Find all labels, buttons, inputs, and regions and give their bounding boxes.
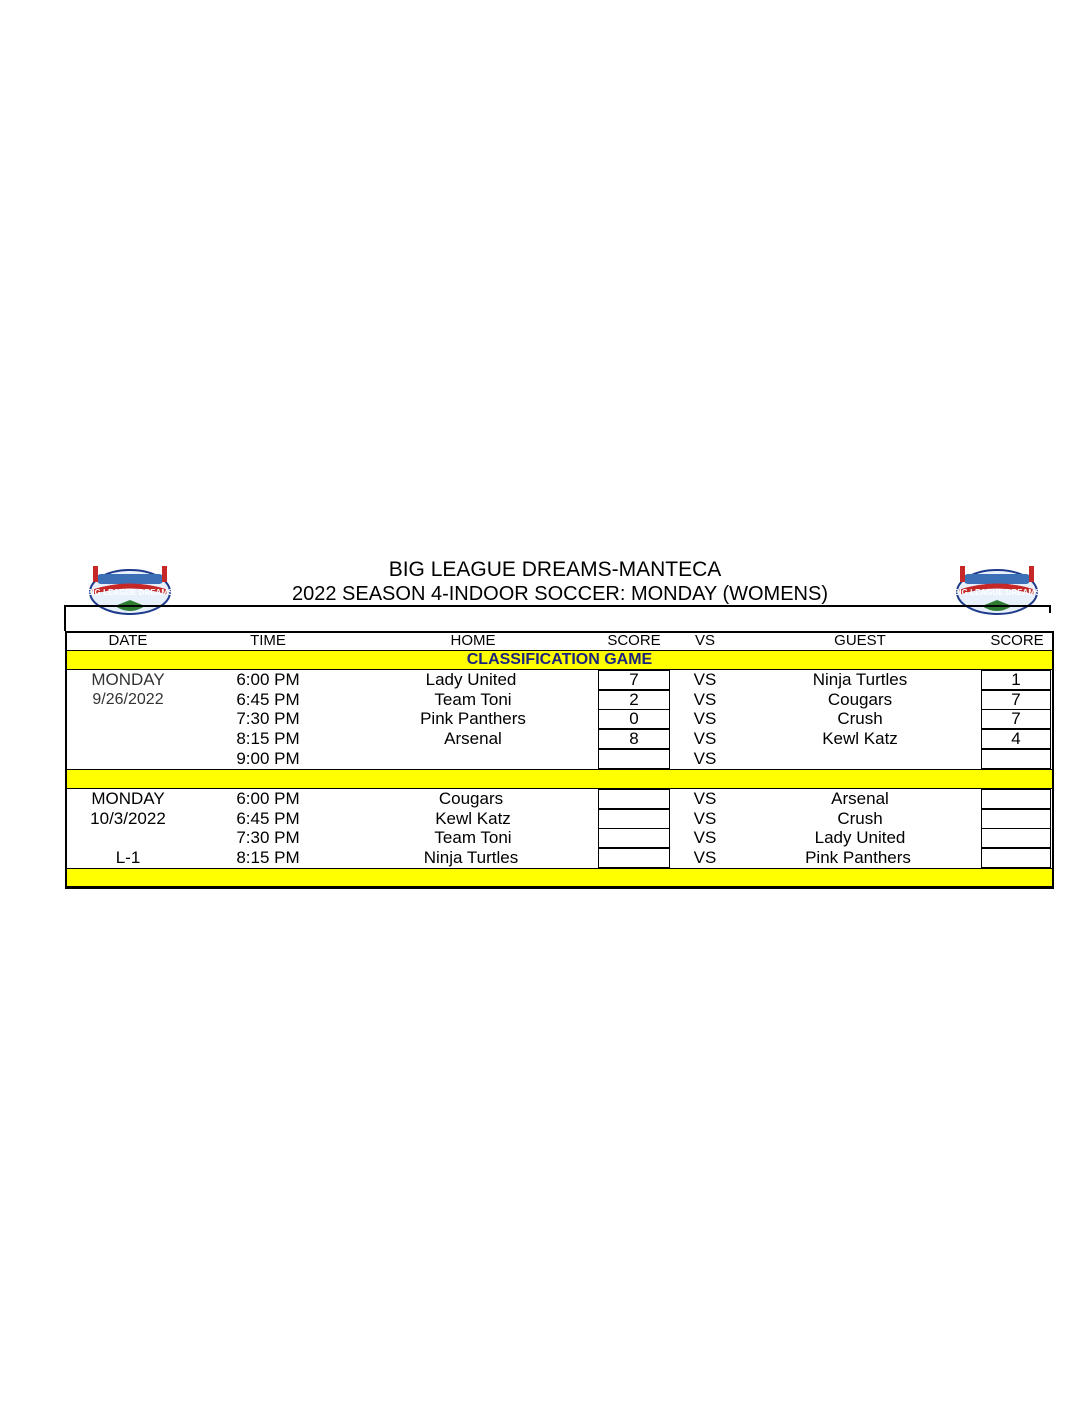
band-label: CLASSIFICATION GAME [466,651,653,668]
game-time: 9:00 PM [236,749,300,768]
home-team: Lady United [425,670,517,689]
guest-score: 1 [981,670,1051,690]
home-team: Cougars [438,789,504,808]
game-time: 6:45 PM [236,690,300,709]
footer-band [67,868,1052,887]
svg-text:BIG LEAGUE DREAMS: BIG LEAGUE DREAMS [86,588,174,597]
week1-day: MONDAY [91,670,165,689]
home-score [598,749,670,769]
home-team: Team Toni [434,690,512,709]
home-score: 8 [598,729,670,749]
game-time: 8:15 PM [236,848,300,867]
guest-score [981,828,1051,848]
guest-score [981,848,1051,868]
home-team: Arsenal [444,729,502,748]
home-score: 2 [598,690,670,710]
home-score [598,828,670,848]
column-header-guest-score: SCORE [990,632,1044,649]
home-score [598,789,670,809]
column-header-home: HOME [450,632,496,649]
home-team: Ninja Turtles [423,848,519,867]
vs-label: VS [693,729,717,748]
home-score: 7 [598,670,670,690]
home-team: Pink Panthers [420,709,526,728]
home-score [598,848,670,868]
vs-label: VS [693,749,717,768]
game-time: 6:00 PM [236,789,300,808]
guest-score: 7 [981,709,1051,729]
home-team: Kewl Katz [435,809,511,828]
guest-team: Lady United [814,828,906,847]
home-score: 0 [598,709,670,729]
guest-team: Kewl Katz [822,729,898,748]
column-header-home-score: SCORE [607,632,661,649]
guest-score [981,749,1051,769]
column-header-time: TIME [250,632,286,649]
vs-label: VS [693,690,717,709]
column-header-guest: GUEST [834,632,886,649]
guest-team: Pink Panthers [805,848,911,867]
vs-label: VS [693,709,717,728]
guest-score: 4 [981,729,1051,749]
vs-label: VS [693,789,717,808]
guest-team: Arsenal [831,789,889,808]
week2-field: L-1 [115,848,141,867]
home-team: Team Toni [434,828,512,847]
guest-team: Crush [837,809,883,828]
svg-text:BIG LEAGUE DREAMS: BIG LEAGUE DREAMS [953,588,1041,597]
guest-team: Crush [837,709,883,728]
home-score [598,809,670,829]
classification-band [67,650,1052,670]
week2-date: 10/3/2022 [90,809,166,828]
vs-label: VS [693,670,717,689]
guest-team: Cougars [827,690,893,709]
column-header-vs: VS [694,632,715,649]
game-time: 7:30 PM [236,828,300,847]
vs-label: VS [693,809,717,828]
page-title: BIG LEAGUE DREAMS-MANTECA [388,558,722,581]
vs-label: VS [693,848,717,867]
guest-score [981,809,1051,829]
guest-team: Ninja Turtles [812,670,908,689]
game-time: 7:30 PM [236,709,300,728]
guest-score: 7 [981,690,1051,710]
guest-score [981,789,1051,809]
week2-day: MONDAY [91,789,165,808]
header-divider [64,605,1051,631]
separator-band [67,769,1052,789]
column-header-date: DATE [108,632,148,649]
game-time: 8:15 PM [236,729,300,748]
game-time: 6:45 PM [236,809,300,828]
game-time: 6:00 PM [236,670,300,689]
page-subtitle: 2022 SEASON 4-INDOOR SOCCER: MONDAY (WOMENS) [291,583,828,605]
vs-label: VS [693,828,717,847]
week1-date: 9/26/2022 [92,691,164,708]
